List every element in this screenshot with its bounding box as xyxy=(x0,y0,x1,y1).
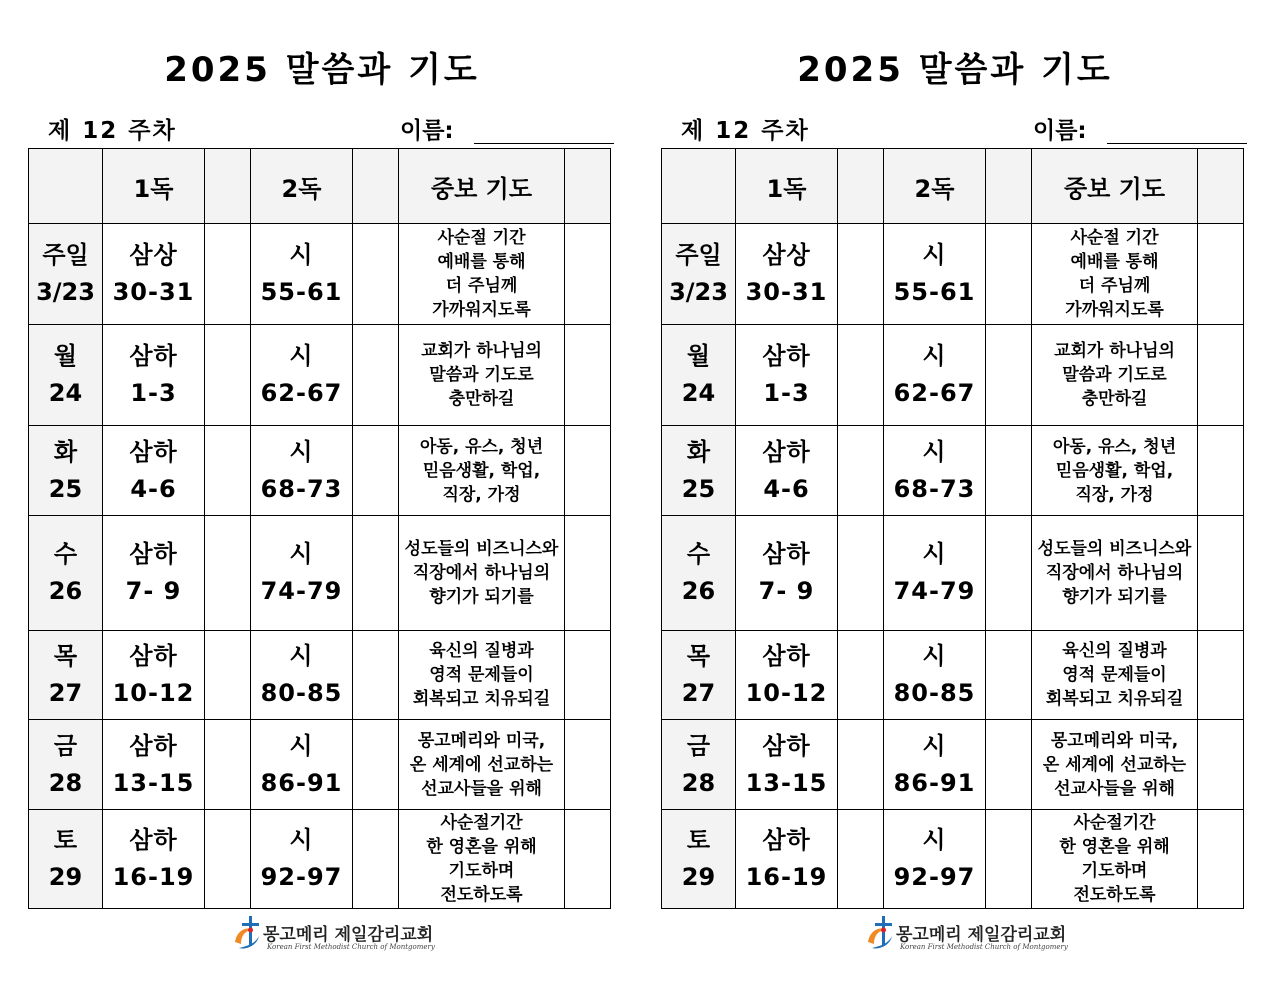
prayer-text: 교회가 하나님의 말씀과 기도로 충만하길 xyxy=(1054,341,1175,409)
reading2-book: 시 xyxy=(289,731,314,760)
header-check-blank xyxy=(986,149,1032,224)
reading2-chapters: 68-73 xyxy=(893,474,976,503)
reading1-checkbox xyxy=(838,516,884,631)
reading1-cell xyxy=(736,325,838,426)
reading2-book: 시 xyxy=(289,642,314,670)
reading2-cell xyxy=(251,631,353,720)
reading1-chapters: 4-6 xyxy=(130,474,177,503)
prayer-cell xyxy=(399,810,565,909)
day-date: 28 xyxy=(48,768,83,797)
church-logo xyxy=(860,912,1068,958)
header-prayer: 중보 기도 xyxy=(399,149,565,224)
reading2-checkbox xyxy=(986,720,1032,810)
reading2-chapters: 55-61 xyxy=(260,278,343,306)
reading2-chapters: 74-79 xyxy=(260,577,343,605)
day-row xyxy=(29,631,611,720)
logo-name-english: Korean First Methodist Church of Montgomery xyxy=(900,943,1068,951)
reading-plan-table xyxy=(28,148,611,909)
reading1-book: 삼하 xyxy=(762,642,811,670)
header-prayer: 중보 기도 xyxy=(1032,149,1198,224)
reading2-checkbox xyxy=(353,224,399,325)
prayer-checkbox xyxy=(565,325,611,426)
reading2-chapters: 55-61 xyxy=(893,278,976,306)
reading2-cell xyxy=(884,810,986,909)
name-blank-line xyxy=(474,143,614,144)
prayer-text: 사순절 기간 예배를 통해 더 주님께 가까워지도록 xyxy=(1065,228,1164,320)
reading2-checkbox xyxy=(986,224,1032,325)
reading1-chapters: 13-15 xyxy=(112,768,195,797)
reading-plan-table xyxy=(661,148,1244,909)
logo-name-korean: 몽고메리 제일감리교회 xyxy=(263,925,434,945)
prayer-text: 성도들의 비즈니스와 직장에서 하나님의 향기가 되기를 xyxy=(1037,539,1192,607)
reading2-checkbox xyxy=(353,720,399,810)
reading1-book: 삼하 xyxy=(129,437,178,466)
header-read1: 1독 xyxy=(103,149,205,224)
reading1-checkbox xyxy=(838,426,884,516)
prayer-cell xyxy=(399,516,565,631)
cross-flame-icon xyxy=(227,914,267,954)
day-cell xyxy=(29,325,103,426)
header-check-blank xyxy=(1198,149,1244,224)
day-date: 29 xyxy=(681,863,716,891)
prayer-checkbox xyxy=(565,426,611,516)
header-read2: 2독 xyxy=(884,149,986,224)
day-date: 24 xyxy=(48,379,83,407)
day-cell xyxy=(662,224,736,325)
reading2-checkbox xyxy=(986,516,1032,631)
reading1-book: 삼하 xyxy=(129,642,178,670)
reading2-book: 시 xyxy=(289,342,314,370)
reading1-chapters: 16-19 xyxy=(745,863,828,891)
prayer-checkbox xyxy=(1198,426,1244,516)
reading1-book: 삼하 xyxy=(129,540,178,568)
header-check-blank xyxy=(353,149,399,224)
header-row xyxy=(662,149,1244,224)
reading2-checkbox xyxy=(353,426,399,516)
prayer-checkbox xyxy=(1198,224,1244,325)
page-title: 2025 말씀과 기도 xyxy=(797,50,1113,90)
reading1-checkbox xyxy=(205,224,251,325)
prayer-cell xyxy=(399,631,565,720)
reading1-cell xyxy=(736,631,838,720)
cross-flame-icon xyxy=(860,914,900,954)
reading1-chapters: 30-31 xyxy=(112,278,195,306)
reading1-cell xyxy=(103,810,205,909)
reading2-chapters: 92-97 xyxy=(893,863,976,891)
reading1-checkbox xyxy=(838,631,884,720)
reading1-cell xyxy=(736,426,838,516)
reading2-book: 시 xyxy=(922,642,947,670)
day-row xyxy=(29,720,611,810)
reading1-checkbox xyxy=(205,516,251,631)
prayer-text: 아동, 유스, 청년 믿음생활, 학업, 직장, 가정 xyxy=(1052,436,1177,505)
day-date: 25 xyxy=(48,474,83,503)
reading1-book: 삼하 xyxy=(129,826,178,854)
prayer-cell xyxy=(1032,325,1198,426)
day-cell xyxy=(29,224,103,325)
reading1-cell xyxy=(736,516,838,631)
reading2-chapters: 74-79 xyxy=(893,577,976,605)
day-date: 24 xyxy=(681,379,716,407)
reading1-cell xyxy=(736,720,838,810)
reading1-checkbox xyxy=(205,720,251,810)
prayer-checkbox xyxy=(1198,720,1244,810)
prayer-text: 몽고메리와 미국, 온 세계에 선교하는 선교사들을 위해 xyxy=(409,730,554,799)
church-logo xyxy=(227,912,435,958)
reading2-chapters: 86-91 xyxy=(893,768,976,797)
prayer-text: 육신의 질병과 영적 문제들이 회복되고 치유되길 xyxy=(1045,641,1184,709)
prayer-cell xyxy=(399,325,565,426)
day-date: 27 xyxy=(48,679,83,707)
reading1-chapters: 13-15 xyxy=(745,768,828,797)
reading1-book: 삼하 xyxy=(762,540,811,568)
reading2-book: 시 xyxy=(922,540,947,568)
day-date: 29 xyxy=(48,863,83,891)
day-row xyxy=(662,516,1244,631)
reading1-book: 삼하 xyxy=(762,342,811,370)
reading1-chapters: 10-12 xyxy=(112,679,195,707)
prayer-checkbox xyxy=(565,224,611,325)
reading2-cell xyxy=(884,426,986,516)
reading2-cell xyxy=(251,720,353,810)
prayer-cell xyxy=(1032,224,1198,325)
reading2-chapters: 92-97 xyxy=(260,863,343,891)
prayer-text: 사순절기간 한 영혼을 위해 기도하며 전도하도록 xyxy=(426,813,537,905)
day-row xyxy=(29,810,611,909)
reading1-book: 삼하 xyxy=(762,826,811,854)
reading2-chapters: 86-91 xyxy=(260,768,343,797)
day-date: 3/23 xyxy=(36,278,95,306)
reading2-cell xyxy=(884,631,986,720)
reading1-cell xyxy=(103,224,205,325)
reading1-checkbox xyxy=(205,810,251,909)
prayer-cell xyxy=(1032,516,1198,631)
reading1-chapters: 10-12 xyxy=(745,679,828,707)
prayer-text: 몽고메리와 미국, 온 세계에 선교하는 선교사들을 위해 xyxy=(1042,730,1187,799)
day-name: 화 xyxy=(53,437,78,466)
day-cell xyxy=(662,810,736,909)
reading1-cell xyxy=(103,631,205,720)
name-label: 이름: xyxy=(1033,118,1087,144)
prayer-checkbox xyxy=(1198,325,1244,426)
reading2-book: 시 xyxy=(289,540,314,568)
reading2-chapters: 62-67 xyxy=(260,379,343,407)
day-name: 토 xyxy=(686,826,711,854)
reading2-cell xyxy=(251,426,353,516)
day-row xyxy=(662,325,1244,426)
day-row xyxy=(662,810,1244,909)
prayer-checkbox xyxy=(565,516,611,631)
reading2-cell xyxy=(251,516,353,631)
prayer-cell xyxy=(399,426,565,516)
day-date: 26 xyxy=(48,577,83,605)
header-read2: 2독 xyxy=(251,149,353,224)
reading1-checkbox xyxy=(205,426,251,516)
reading1-chapters: 7- 9 xyxy=(758,577,815,605)
prayer-checkbox xyxy=(1198,516,1244,631)
page-title: 2025 말씀과 기도 xyxy=(164,50,480,90)
day-name: 수 xyxy=(686,540,711,568)
reading2-cell xyxy=(251,325,353,426)
reading1-book: 삼하 xyxy=(129,731,178,760)
reading1-checkbox xyxy=(838,325,884,426)
day-row xyxy=(662,631,1244,720)
prayer-checkbox xyxy=(565,810,611,909)
day-cell xyxy=(29,720,103,810)
day-date: 26 xyxy=(681,577,716,605)
day-cell xyxy=(662,426,736,516)
reading1-chapters: 1-3 xyxy=(130,379,177,407)
day-cell xyxy=(662,325,736,426)
reading1-checkbox xyxy=(205,325,251,426)
prayer-text: 육신의 질병과 영적 문제들이 회복되고 치유되길 xyxy=(412,641,551,709)
day-date: 25 xyxy=(681,474,716,503)
day-row xyxy=(29,516,611,631)
name-label: 이름: xyxy=(400,118,454,144)
prayer-text: 성도들의 비즈니스와 직장에서 하나님의 향기가 되기를 xyxy=(404,539,559,607)
reading2-book: 시 xyxy=(922,731,947,760)
reading1-book: 삼하 xyxy=(762,437,811,466)
day-row xyxy=(29,426,611,516)
prayer-cell xyxy=(399,224,565,325)
reading1-chapters: 4-6 xyxy=(763,474,810,503)
reading1-cell xyxy=(103,516,205,631)
prayer-text: 사순절기간 한 영혼을 위해 기도하며 전도하도록 xyxy=(1059,813,1170,905)
day-name: 월 xyxy=(53,342,78,370)
reading1-checkbox xyxy=(838,720,884,810)
reading1-chapters: 30-31 xyxy=(745,278,828,306)
reading1-book: 삼하 xyxy=(762,731,811,760)
day-date: 28 xyxy=(681,768,716,797)
day-cell xyxy=(29,426,103,516)
week-label: 제 12 주차 xyxy=(48,118,177,144)
reading2-book: 시 xyxy=(289,437,314,466)
day-cell xyxy=(29,631,103,720)
reading1-book: 삼상 xyxy=(129,241,178,269)
reading1-cell xyxy=(103,720,205,810)
day-name: 토 xyxy=(53,826,78,854)
prayer-checkbox xyxy=(565,631,611,720)
reading1-cell xyxy=(736,224,838,325)
reading2-checkbox xyxy=(353,810,399,909)
reading1-chapters: 1-3 xyxy=(763,379,810,407)
day-name: 월 xyxy=(686,342,711,370)
reading2-chapters: 68-73 xyxy=(260,474,343,503)
header-row xyxy=(29,149,611,224)
prayer-checkbox xyxy=(1198,810,1244,909)
prayer-cell xyxy=(1032,720,1198,810)
day-cell xyxy=(662,516,736,631)
reading1-checkbox xyxy=(205,631,251,720)
prayer-text: 교회가 하나님의 말씀과 기도로 충만하길 xyxy=(421,341,542,409)
day-name: 금 xyxy=(53,731,78,760)
prayer-text: 아동, 유스, 청년 믿음생활, 학업, 직장, 가정 xyxy=(419,436,544,505)
reading2-chapters: 62-67 xyxy=(893,379,976,407)
day-row xyxy=(29,325,611,426)
reading2-chapters: 80-85 xyxy=(260,679,343,707)
prayer-checkbox xyxy=(565,720,611,810)
header-read1: 1독 xyxy=(736,149,838,224)
day-name: 금 xyxy=(686,731,711,760)
reading1-chapters: 16-19 xyxy=(112,863,195,891)
reading1-book: 삼하 xyxy=(129,342,178,370)
reading1-cell xyxy=(103,325,205,426)
reading2-cell xyxy=(251,224,353,325)
reading2-checkbox xyxy=(353,325,399,426)
day-name: 주일 xyxy=(42,241,89,269)
day-cell xyxy=(662,631,736,720)
logo-name-english: Korean First Methodist Church of Montgomery xyxy=(267,943,435,951)
day-cell xyxy=(29,810,103,909)
reading2-cell xyxy=(884,516,986,631)
header-check-blank xyxy=(565,149,611,224)
header-check-blank xyxy=(838,149,884,224)
name-blank-line xyxy=(1107,143,1247,144)
reading2-cell xyxy=(251,810,353,909)
reading2-cell xyxy=(884,325,986,426)
header-day-blank xyxy=(662,149,736,224)
reading2-checkbox xyxy=(986,631,1032,720)
reading2-checkbox xyxy=(986,426,1032,516)
reading1-cell xyxy=(736,810,838,909)
day-date: 3/23 xyxy=(669,278,728,306)
reading1-checkbox xyxy=(838,224,884,325)
prayer-cell xyxy=(399,720,565,810)
reading2-chapters: 80-85 xyxy=(893,679,976,707)
reading2-cell xyxy=(884,224,986,325)
week-label: 제 12 주차 xyxy=(681,118,810,144)
day-name: 수 xyxy=(53,540,78,568)
header-check-blank xyxy=(205,149,251,224)
reading2-checkbox xyxy=(353,631,399,720)
reading2-checkbox xyxy=(986,810,1032,909)
day-name: 화 xyxy=(686,437,711,466)
day-name: 주일 xyxy=(675,241,722,269)
day-row xyxy=(29,224,611,325)
day-row xyxy=(662,224,1244,325)
header-day-blank xyxy=(29,149,103,224)
reading2-book: 시 xyxy=(922,437,947,466)
prayer-cell xyxy=(1032,426,1198,516)
reading1-cell xyxy=(103,426,205,516)
day-cell xyxy=(662,720,736,810)
reading1-book: 삼상 xyxy=(762,241,811,269)
prayer-cell xyxy=(1032,810,1198,909)
prayer-cell xyxy=(1032,631,1198,720)
day-cell xyxy=(29,516,103,631)
reading-sheet-right xyxy=(655,0,1255,989)
reading2-book: 시 xyxy=(289,241,314,269)
prayer-text: 사순절 기간 예배를 통해 더 주님께 가까워지도록 xyxy=(432,228,531,320)
day-row xyxy=(662,426,1244,516)
reading-sheet-left xyxy=(22,0,622,989)
reading1-checkbox xyxy=(838,810,884,909)
reading2-book: 시 xyxy=(922,826,947,854)
day-date: 27 xyxy=(681,679,716,707)
reading2-cell xyxy=(884,720,986,810)
reading2-book: 시 xyxy=(289,826,314,854)
logo-name-korean: 몽고메리 제일감리교회 xyxy=(896,925,1067,945)
day-name: 목 xyxy=(53,642,78,670)
day-row xyxy=(662,720,1244,810)
day-name: 목 xyxy=(686,642,711,670)
reading2-book: 시 xyxy=(922,241,947,269)
prayer-checkbox xyxy=(1198,631,1244,720)
reading1-chapters: 7- 9 xyxy=(125,577,182,605)
reading2-checkbox xyxy=(353,516,399,631)
reading2-book: 시 xyxy=(922,342,947,370)
reading2-checkbox xyxy=(986,325,1032,426)
